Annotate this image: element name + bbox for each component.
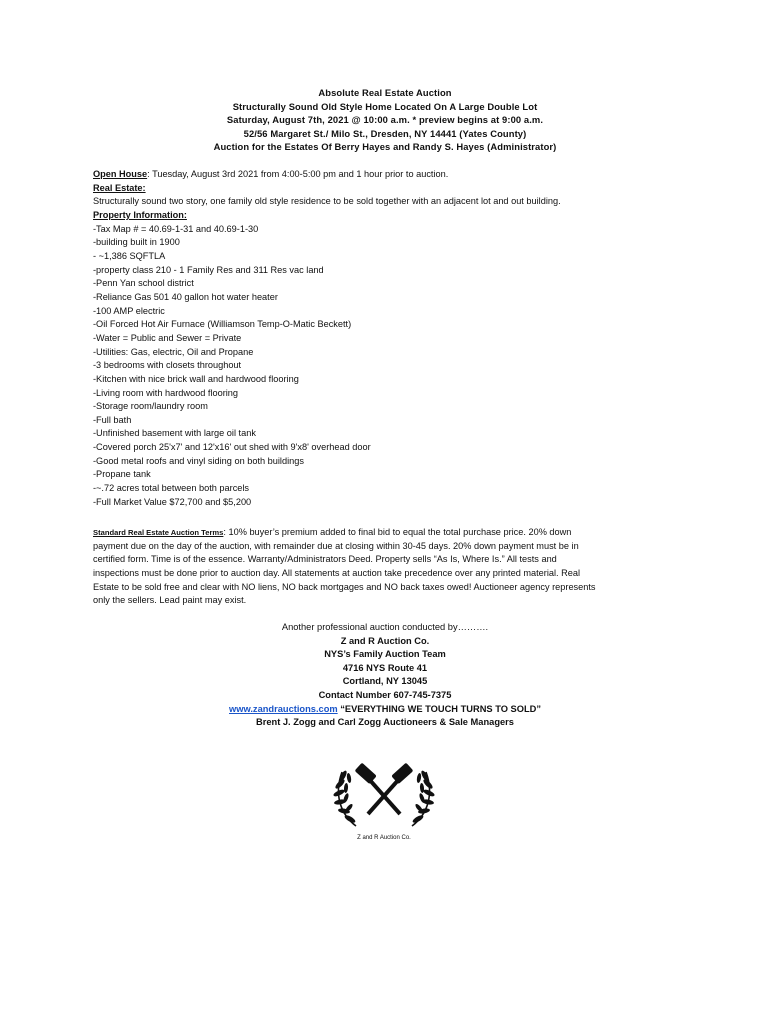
open-house-text: : Tuesday, August 3rd 2021 from 4:00-5:00 pm and 1 hour prior to auction.: [147, 169, 449, 179]
address-line2: Cortland, NY 13045: [342, 676, 428, 687]
list-item: -Water = Public and Sewer = Private: [93, 332, 242, 343]
terms-line: [93, 526, 673, 540]
list-item: -Full Market Value $72,700 and $5,200: [93, 496, 252, 507]
details-section: [93, 168, 673, 509]
list-item: -Utilities: Gas, electric, Oil and Propane: [93, 346, 254, 357]
list-item: -Storage room/laundry room: [93, 401, 208, 412]
list-item: -building built in 1900: [93, 237, 180, 248]
list-item: -property class 210 - 1 Family Res and 311 Res vac land: [93, 264, 324, 275]
company-logo: [326, 748, 442, 848]
website-line: [0, 703, 770, 717]
list-item: -Reliance Gas 501 40 gallon hot water heater: [93, 291, 278, 302]
contact-number: Contact Number 607-745-7375: [318, 689, 452, 700]
header-subtitle: Structurally Sound Old Style Home Located On A Large Double Lot: [232, 100, 538, 112]
terms-text: : 10% buyer’s premium added to final bid to equal the total purchase price. 20% down: [223, 527, 572, 537]
terms-line: Estate to be sold free and clear with NO liens, NO back mortgages and NO back taxes owed! Auctioneer agency represents: [93, 581, 596, 592]
list-item: -Unfinished basement with large oil tank: [93, 428, 256, 439]
open-house-label: Open House: [93, 169, 148, 179]
logo-caption: Z and R Auction Co.: [357, 835, 411, 841]
slogan: “EVERYTHING WE TOUCH TURNS TO SOLD”: [337, 703, 541, 714]
terms-line: payment due on the day of the auction, with remainder due at closing within 30-45 days. 20% down payment must be in: [93, 540, 579, 551]
terms-line: certified form. Time is of the essence. Warranty/Administrators Deed. Property sells “As Is, Where Is.” All tests and: [93, 554, 557, 565]
real-estate-heading: [93, 182, 673, 196]
company-name: Z and R Auction Co.: [340, 635, 430, 646]
terms-label: Standard Real Estate Auction Terms: [93, 528, 224, 537]
list-item: -Good metal roofs and vinyl siding on both buildings: [93, 455, 304, 466]
header-address: 52/56 Margaret St./ Milo St., Dresden, NY 14441 (Yates County): [243, 127, 527, 139]
auction-terms: [93, 526, 673, 608]
list-item: -Tax Map # = 40.69-1-31 and 40.69-1-30: [93, 223, 259, 234]
terms-line: only the sellers. Lead paint may exist.: [93, 595, 247, 606]
footer-intro: Another professional auction conducted by……….: [281, 622, 489, 632]
auctioneer-info: [0, 621, 770, 730]
list-item: -Covered porch 25'x7' and 12'x16' out shed with 9'x8' overhead door: [93, 442, 371, 453]
auctioneers-line: Brent J. Zogg and Carl Zogg Auctioneers & Sale Managers: [256, 717, 514, 728]
list-item: -Full bath: [93, 414, 132, 425]
terms-line: inspections must be done prior to auction day. All statements at auction take precedence over any printed material. Real: [93, 567, 581, 578]
property-list: [93, 223, 673, 510]
list-item: -100 AMP electric: [93, 305, 165, 316]
list-item: -Penn Yan school district: [93, 278, 194, 289]
list-item: -Kitchen with nice brick wall and hardwood flooring: [93, 373, 299, 384]
real-estate-label: Real Estate:: [93, 182, 146, 193]
list-item: -Propane tank: [93, 469, 151, 480]
header-date: Saturday, August 7th, 2021 @ 10:00 a.m. * preview begins at 9:00 a.m.: [226, 114, 544, 126]
real-estate-text: Structurally sound two story, one family old style residence to be sold together with an adjacent lot and out building.: [93, 196, 561, 207]
property-heading: [93, 209, 673, 223]
list-item: -3 bedrooms with closets throughout: [93, 360, 242, 371]
address-line1: 4716 NYS Route 41: [342, 662, 428, 673]
team-name: NYS’s Family Auction Team: [324, 649, 446, 660]
header-estate: Auction for the Estates Of Berry Hayes and Randy S. Hayes (Administrator): [213, 141, 557, 153]
property-label: Property Information:: [93, 209, 187, 220]
website-link[interactable]: www.zandrauctions.com: [229, 703, 338, 714]
crossed-gavels-laurel-icon: [326, 748, 442, 848]
list-item: - ~1,386 SQFTLA: [93, 250, 166, 261]
flyer-header: [0, 86, 770, 154]
list-item: -~.72 acres total between both parcels: [93, 483, 250, 494]
list-item: -Oil Forced Hot Air Furnace (Williamson Temp-O-Matic Beckett): [93, 319, 352, 330]
open-house-line: [93, 168, 673, 182]
list-item: -Living room with hardwood flooring: [93, 387, 239, 398]
header-title: Absolute Real Estate Auction: [318, 87, 452, 98]
